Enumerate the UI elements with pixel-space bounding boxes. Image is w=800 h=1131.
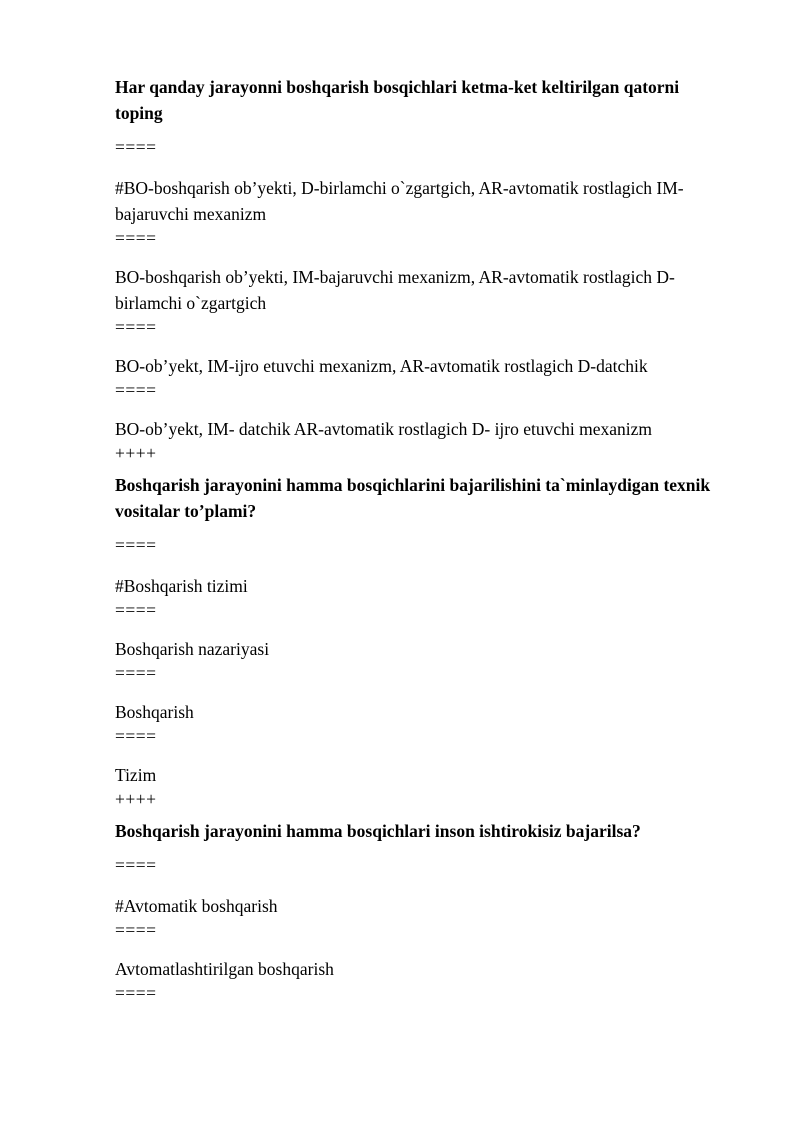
answer-block <box>115 175 730 249</box>
answer-block <box>115 636 730 684</box>
document-page <box>115 74 730 1019</box>
answer-option-correct: #BO-boshqarish ob’yekti, D-birlamchi o`zgartgich, AR-avtomatik rostlagich IM-bajaruvchi mexanizm <box>115 178 684 224</box>
question-2-text: Boshqarish jarayonini hamma bosqichlarini bajarilishini ta`minlaydigan texnik vositalar to’plami? <box>115 475 711 521</box>
separator: ==== <box>115 920 157 940</box>
answer-block <box>115 353 730 401</box>
answer-block <box>115 893 730 941</box>
answer-option: Boshqarish <box>115 702 194 722</box>
question-end-marker: ++++ <box>115 789 157 809</box>
answer-block <box>115 416 730 464</box>
separator: ==== <box>115 380 157 400</box>
answer-option: Avtomatlashtirilgan boshqarish <box>115 959 334 979</box>
separator: ==== <box>115 600 157 620</box>
answer-option: BO-boshqarish ob’yekti, IM-bajaruvchi mexanizm, AR-avtomatik rostlagich D-birlamchi o`zgartgich <box>115 267 675 313</box>
answer-block <box>115 699 730 747</box>
separator: ==== <box>115 228 157 248</box>
answer-option-correct: #Boshqarish tizimi <box>115 576 248 596</box>
separator: ==== <box>115 317 157 337</box>
answer-option-correct: #Avtomatik boshqarish <box>115 896 278 916</box>
separator: ==== <box>115 983 157 1003</box>
question-3-text: Boshqarish jarayonini hamma bosqichlari inson ishtirokisiz bajarilsa? <box>115 821 641 841</box>
question-end-marker: ++++ <box>115 443 157 463</box>
answer-option: BO-ob’yekt, IM- datchik AR-avtomatik rostlagich D- ijro etuvchi mexanizm <box>115 419 653 439</box>
answer-block <box>115 573 730 621</box>
answer-block <box>115 956 730 1004</box>
answer-option: Boshqarish nazariyasi <box>115 639 270 659</box>
separator: ==== <box>115 726 157 746</box>
separator: ==== <box>115 535 157 555</box>
answer-option: Tizim <box>115 765 157 785</box>
separator: ==== <box>115 137 157 157</box>
answer-block <box>115 264 730 338</box>
answer-block <box>115 762 730 810</box>
question-1-text: Har qanday jarayonni boshqarish bosqichlari ketma-ket keltirilgan qatorni toping <box>115 77 680 123</box>
separator: ==== <box>115 663 157 683</box>
answer-option: BO-ob’yekt, IM-ijro etuvchi mexanizm, AR-avtomatik rostlagich D-datchik <box>115 356 648 376</box>
separator: ==== <box>115 855 157 875</box>
